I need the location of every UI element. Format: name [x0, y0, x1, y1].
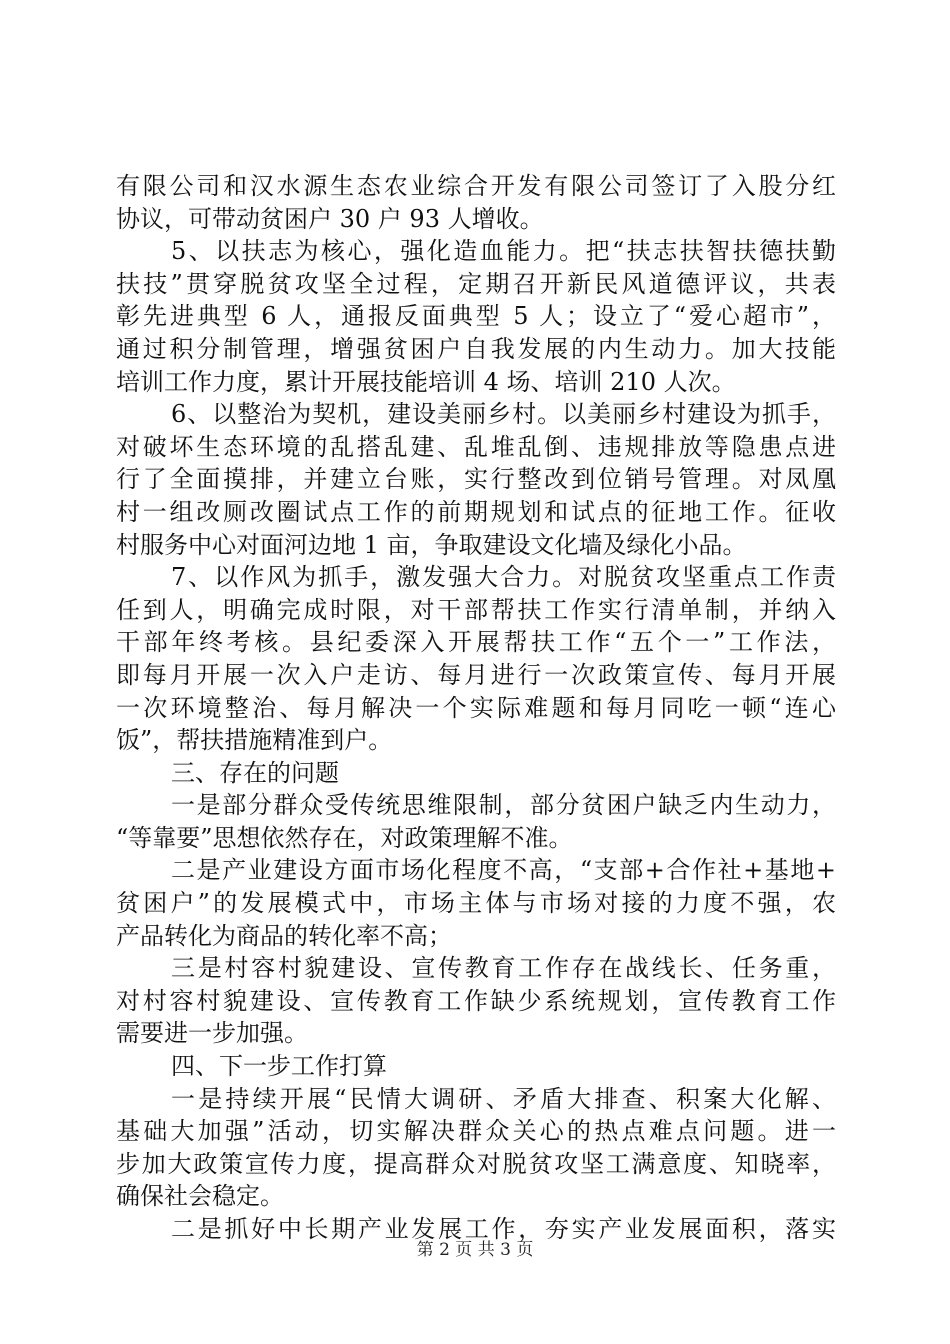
paragraph-start-line: 一是部分群众受传统思维限制，部分贫困户缺乏内生动力， — [171, 791, 836, 820]
text-line: 贫困户”的发展模式中，市场主体与市场对接的力度不强，农 — [116, 889, 836, 918]
text-line: 有限公司和汉水源生态农业综合开发有限公司签订了入股分红 — [116, 172, 836, 200]
text-line: 协议，可带动贫困户 30 户 93 人增收。 — [116, 204, 544, 233]
paragraph-start-line: 6、以整治为契机，建设美丽乡村。以美丽乡村建设为抓手， — [171, 400, 836, 429]
text-line: 基础大加强”活动，切实解决群众关心的热点难点问题。进一 — [116, 1117, 836, 1146]
text-line: 即每月开展一次入户走访、每月进行一次政策宣传、每月开展 — [116, 660, 836, 689]
section-heading: 四、下一步工作打算 — [171, 1052, 387, 1081]
text-line: 扶技”贯穿脱贫攻坚全过程，定期召开新民风道德评议，共表 — [116, 269, 836, 298]
paragraph-start-line: 一是持续开展“民情大调研、矛盾大排查、积案大化解、 — [171, 1084, 836, 1113]
page-number-footer: 第 2 页 共 3 页 — [416, 1240, 534, 1260]
paragraph-start-line: 5、以扶志为核心，强化造血能力。把“扶志扶智扶德扶勤 — [171, 237, 836, 266]
paragraph-start-line: 二是产业建设方面市场化程度不高，“支部+合作社+基地+ — [171, 856, 836, 885]
text-line: 通过积分制管理，增强贫困户自我发展的内生动力。加大技能 — [116, 334, 836, 363]
text-line: 确保社会稳定。 — [116, 1182, 284, 1211]
text-line: 村服务中心对面河边地 1 亩，争取建设文化墙及绿化小品。 — [116, 530, 747, 559]
section-heading: 三、存在的问题 — [171, 758, 339, 787]
text-line: 饭”，帮扶措施精准到户。 — [116, 726, 393, 755]
text-line: 对村容村貌建设、宣传教育工作缺少系统规划，宣传教育工作 — [116, 986, 836, 1015]
text-line: 培训工作力度，累计开展技能培训 4 场、培训 210 人次。 — [116, 367, 736, 396]
document-body — [116, 170, 836, 1246]
text-line: 步加大政策宣传力度，提高群众对脱贫攻坚工满意度、知晓率， — [116, 1149, 836, 1178]
paragraph-start-line: 二是抓好中长期产业发展工作，夯实产业发展面积，落实 — [171, 1215, 836, 1243]
text-line: 行了全面摸排，并建立台账，实行整改到位销号管理。对凤凰 — [116, 465, 836, 494]
text-line: 产品转化为商品的转化率不高； — [116, 921, 452, 950]
text-line: 任到人，明确完成时限，对干部帮扶工作实行清单制，并纳入 — [116, 595, 836, 624]
text-line: 彰先进典型 6 人，通报反面典型 5 人；设立了“爱心超市”， — [116, 302, 836, 331]
text-line: “等靠要”思想依然存在，对政策理解不准。 — [116, 823, 573, 852]
text-line: 干部年终考核。县纪委深入开展帮扶工作“五个一”工作法， — [116, 628, 836, 657]
text-line: 对破坏生态环境的乱搭乱建、乱堆乱倒、违规排放等隐患点进 — [116, 432, 836, 461]
text-line: 需要进一步加强。 — [116, 1019, 308, 1048]
text-line: 村一组改厕改圈试点工作的前期规划和试点的征地工作。征收 — [116, 497, 836, 526]
text-line: 一次环境整治、每月解决一个实际难题和每月同吃一顿“连心 — [116, 693, 836, 722]
paragraph-start-line: 三是村容村貌建设、宣传教育工作存在战线长、任务重， — [171, 954, 836, 983]
paragraph-start-line: 7、以作风为抓手，激发强大合力。对脱贫攻坚重点工作责 — [171, 563, 836, 592]
